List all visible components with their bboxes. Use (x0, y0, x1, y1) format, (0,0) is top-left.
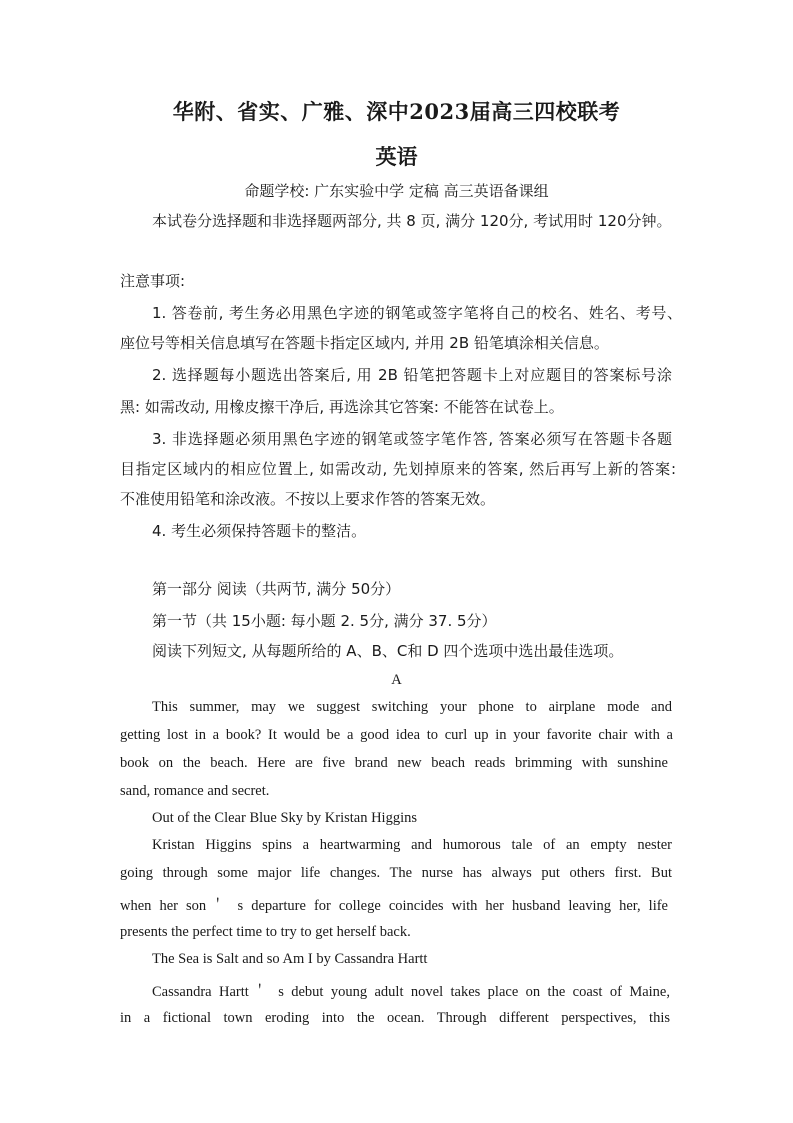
passage-line: in a fictional town eroding into the ocean. Through different perspectives, this (120, 1010, 670, 1026)
note-line: 黑: 如需改动, 用橡皮擦干净后, 再选涂其它答案: 不能答在试卷上。 (120, 398, 564, 416)
note-line: 座位号等相关信息填写在答题卡指定区域内, 并用 2B 铅笔填涂相关信息。 (120, 334, 609, 352)
note-line: 4. 考生必须保持答题卡的整洁。 (152, 522, 367, 540)
passage-line: Kristan Higgins spins a heartwarming and humorous tale of an empty nester (152, 837, 672, 853)
note-line: 目指定区域内的相应位置上, 如需改动, 先划掉原来的答案, 然后再写上新的答案: (120, 460, 676, 478)
passage-line: book on the beach. Here are five brand new beach reads brimming with sunshine (120, 755, 668, 771)
book-title: Out of the Clear Blue Sky by Kristan Higgins (152, 810, 418, 826)
passage-line: sand, romance and secret. (120, 783, 270, 799)
author-line: 命题学校: 广东实验中学 定稿 高三英语备课组 (244, 182, 549, 200)
note-line: 2. 选择题每小题选出答案后, 用 2B 铅笔把答题卡上对应题目的答案标号涂 (152, 366, 672, 384)
passage-line: going through some major life changes. The nurse has always put others first. But (120, 865, 672, 881)
exam-info: 本试卷分选择题和非选择题两部分, 共 8 页, 满分 120分, 考试用时 120分钟。 (152, 212, 672, 230)
passage-line: getting lost in a book? It would be a good idea to curl up in your favorite chair with a (120, 727, 673, 743)
exam-title: 华附、省实、广雅、深中2023届高三四校联考 (172, 99, 621, 124)
part-heading: 第一部分 阅读（共两节, 满分 50分） (152, 580, 401, 598)
passage-line: Cassandra Hartt＇ s debut young adult novel takes place on the coast of Maine, (152, 984, 670, 1000)
notes-heading: 注意事项: (120, 272, 186, 290)
note-line: 3. 非选择题必须用黑色字迹的钢笔或签字笔作答, 答案必须写在答题卡各题 (152, 430, 672, 448)
passage-label: A (391, 672, 402, 688)
book-title: The Sea is Salt and so Am I by Cassandra Hartt (152, 951, 428, 967)
subject-title: 英语 (375, 144, 418, 169)
section-instruction: 阅读下列短文, 从每题所给的 A、B、C和 D 四个选项中选出最佳选项。 (152, 642, 624, 660)
subsection-heading: 第一节（共 15小题: 每小题 2. 5分, 满分 37. 5分） (152, 612, 497, 630)
passage-line: when her son＇ s departure for college coincides with her husband leaving her, life (120, 898, 668, 914)
note-line: 1. 答卷前, 考生务必用黑色字迹的钢笔或签字笔将自己的校名、姓名、考号、 (152, 304, 682, 322)
passage-line: presents the perfect time to try to get herself back. (120, 924, 411, 940)
passage-line: This summer, may we suggest switching your phone to airplane mode and (152, 699, 672, 715)
note-line: 不准使用铅笔和涂改液。不按以上要求作答的答案无效。 (120, 490, 496, 508)
